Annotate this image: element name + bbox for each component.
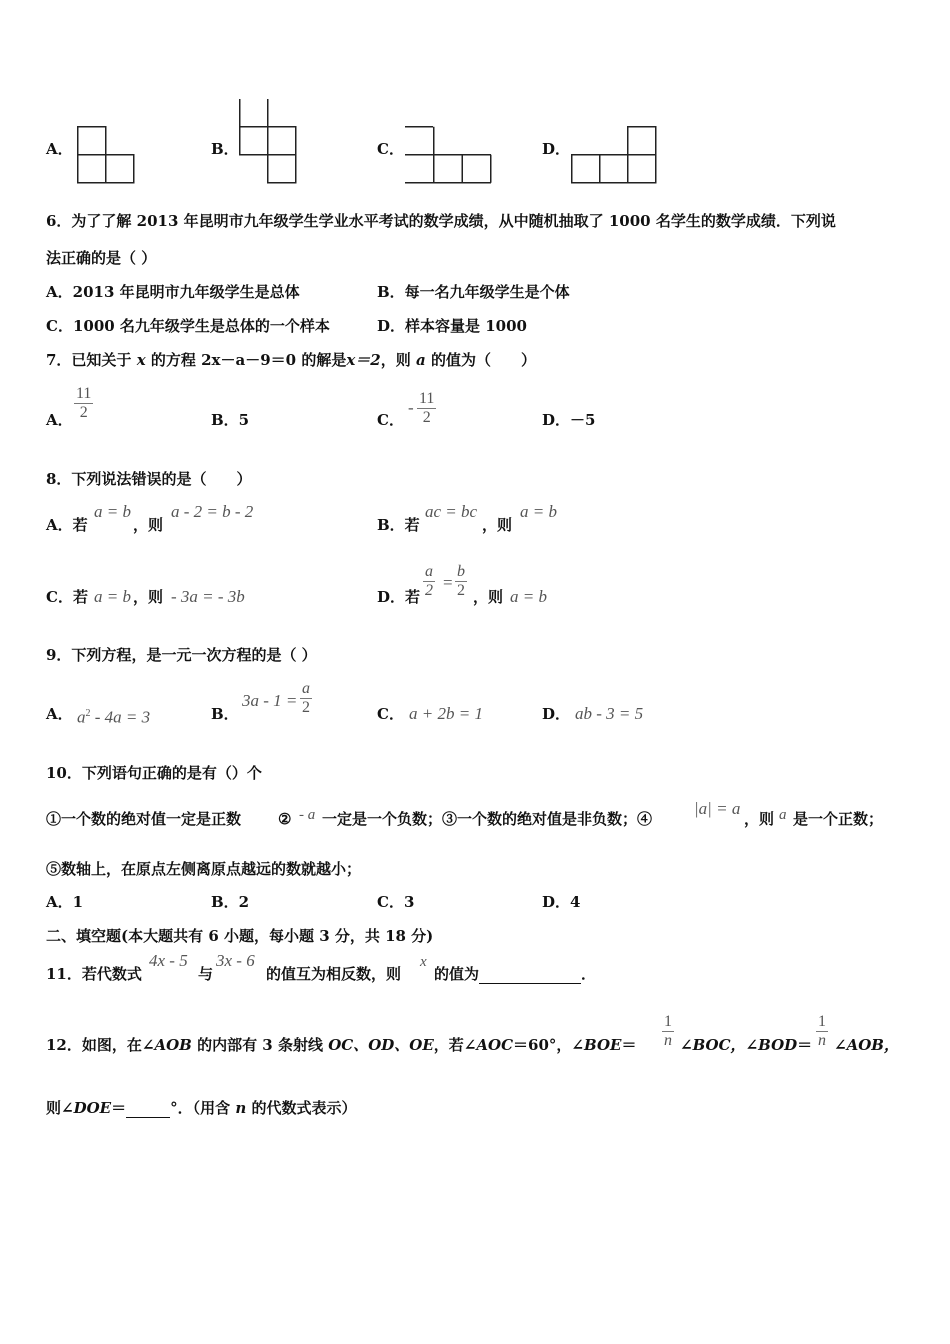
q7-solution: x＝2 [346, 351, 381, 369]
q7-var-x: x [136, 351, 146, 369]
q7-var-a: a [416, 351, 426, 369]
q9-option-c-label: C． [377, 705, 404, 723]
q10-statement-4-math: |a| = a [694, 799, 741, 818]
q5-option-b-label: B． [211, 140, 239, 158]
q9-option-c-math: a + 2b = 1 [409, 704, 483, 723]
q12-line2-end: 的代数式表示） [251, 1099, 357, 1117]
q11-answer-blank[interactable] [479, 965, 581, 984]
q8-d-numerator-a: a [425, 563, 433, 580]
t-shape-figure [239, 99, 297, 185]
q12-line1-b [680, 1035, 812, 1055]
q7-option-c-sign: - [408, 398, 414, 417]
q8-option-d-result: a = b [510, 587, 547, 606]
q10-statement-2-math: - a [299, 807, 316, 823]
q9-option-a-label: A． [46, 705, 73, 723]
q7-stem-mid: 的方程 [150, 351, 196, 369]
q6-stem-line1: 6．为了了解 2013 年昆明市九年级学生学业水平考试的数学成绩，从中随机抽取了 1000 名学生的数学成绩．下列说 [46, 212, 836, 230]
q7-stem [46, 350, 536, 370]
q9-a-base: a [77, 707, 86, 727]
q9-a-rest: - 4a = 3 [94, 707, 151, 727]
q8-d-denominator-b: 2 [457, 582, 465, 599]
q12-bod-eq: ＝ [797, 1036, 813, 1054]
q12-line2-pre: 则∠ [46, 1099, 74, 1117]
q12-boe: BOE [583, 1036, 622, 1054]
q7-c-denominator: 2 [422, 409, 431, 426]
q9-option-a-math [77, 704, 150, 728]
q12-line1-mid: 的内部有 3 条射线 [197, 1036, 323, 1054]
q8-option-a-label: A．若 [46, 516, 88, 534]
q11-post-text: 的值为 [434, 965, 480, 983]
q6-option-b: B．每一名九年级学生是个体 [377, 283, 570, 301]
q12-aob: AOB [154, 1036, 192, 1054]
q10-statement-4-var: a [779, 807, 787, 823]
q9-b-denominator: 2 [302, 699, 310, 716]
q12-n: n [235, 1099, 247, 1117]
q9-option-d-label: D． [542, 705, 571, 723]
row-up-figure [571, 126, 659, 184]
q12-fraction-1 [662, 1013, 674, 1050]
q9-option-b-fraction [300, 680, 312, 717]
q7-option-b: B．5 [211, 411, 250, 429]
q9-option-b-label: B． [211, 705, 239, 723]
q7-stem-prefix: 7．已知关于 [46, 351, 132, 369]
q10-option-c: C．3 [377, 893, 415, 911]
l-shape-figure [77, 126, 135, 184]
q10-option-d: D．4 [542, 893, 581, 911]
q7-stem-mid2: 的解是 [301, 351, 347, 369]
q11-var-x: x [420, 954, 427, 970]
q6-option-a: A．2013 年昆明市九年级学生是总体 [46, 283, 300, 301]
q9-option-b-math: 3a - 1 = [242, 691, 298, 710]
q8-option-c-result: - 3a = - 3b [171, 587, 245, 606]
q5-option-a-label: A． [46, 140, 73, 158]
q10-statement-2-prefix: ② [278, 810, 292, 828]
q11-expression-1: 4x - 5 [149, 951, 188, 970]
q8-stem: 8．下列说法错误的是（ ） [46, 470, 252, 488]
q7-a-numerator: 11 [76, 385, 92, 402]
q8-option-d-then: ，则 [473, 588, 504, 606]
q12-line2 [46, 1098, 357, 1118]
q12-line1-mid2: ，若∠ [433, 1036, 477, 1054]
q6-option-d: D．样本容量是 1000 [377, 317, 527, 335]
q8-option-b-condition: ac = bc [425, 502, 478, 521]
q8-option-b-then: ，则 [482, 516, 513, 534]
q8-d-denominator-a: 2 [425, 582, 433, 599]
q11-post [434, 964, 596, 984]
q6-option-c: C．1000 名九年级学生是总体的一个样本 [46, 317, 330, 335]
q10-option-b: B．2 [211, 893, 250, 911]
q8-option-a-result: a - 2 = b - 2 [171, 502, 254, 521]
q8-option-c-label: C．若 [46, 588, 88, 606]
section-heading: 二、填空题(本大题共有 6 小题，每小题 3 分，共 18 分) [46, 927, 434, 945]
q12-line1-pre: 12．如图，在∠ [46, 1036, 155, 1054]
q10-statement-4-post: 是一个正数； [793, 810, 884, 828]
q12-rays: OC、OD、OE [328, 1036, 434, 1054]
q8-option-a-then: ，则 [133, 516, 164, 534]
q7-option-c-label: C． [377, 411, 404, 429]
q7-option-a-label: A． [46, 411, 73, 429]
q8-option-d-fraction-a [423, 563, 435, 600]
q5-option-c-label: C． [377, 140, 404, 158]
q5-option-d-label: D． [542, 140, 571, 158]
q7-stem-suffix: 的值为（ ） [430, 351, 536, 369]
q9-option-d-math: ab - 3 = 5 [575, 704, 644, 723]
row-figure [405, 126, 493, 184]
q12-line2-mid: ＝ [111, 1099, 127, 1117]
q11-mid: 与 [198, 965, 214, 983]
q11-end: ． [581, 965, 597, 983]
q7-c-numerator: 11 [419, 390, 435, 407]
q10-statement-5: ⑤数轴上，在原点左侧离原点越远的数就越小； [46, 860, 362, 878]
q12-line2-post: °．（用含 [170, 1099, 231, 1117]
q8-option-d-equals: = [443, 573, 453, 592]
q8-option-d-label: D．若 [377, 588, 421, 606]
q12-fraction-2-num: 1 [818, 1013, 826, 1030]
q9-stem: 9．下列方程，是一元一次方程的是（ ） [46, 646, 317, 664]
q10-statement-4-mid: ，则 [744, 810, 775, 828]
q8-option-a-condition: a = b [94, 502, 131, 521]
q8-d-numerator-b: b [457, 563, 465, 580]
q12-fraction-1-den: n [664, 1032, 672, 1049]
q7-option-a-fraction [74, 385, 93, 422]
q8-option-b-label: B．若 [377, 516, 420, 534]
q9-a-exponent: 2 [85, 708, 91, 719]
q8-option-b-result: a = b [520, 502, 557, 521]
q10-stem: 10．下列语句正确的是有（）个 [46, 764, 262, 782]
q7-option-d: D．－5 [542, 411, 596, 429]
q6-stem-line2: 法正确的是（ ） [46, 249, 157, 267]
q12-boc-label: ∠BOC，∠ [680, 1036, 759, 1054]
q7-stem-mid3: ，则 [380, 351, 411, 369]
q12-boe-eq: ＝ [621, 1036, 637, 1054]
q12-aoc: AOC [476, 1036, 514, 1054]
q12-answer-blank[interactable] [126, 1099, 170, 1118]
q7-a-denominator: 2 [79, 404, 88, 421]
q8-option-c-condition: a = b [94, 587, 131, 606]
q12-bod: BOD [758, 1036, 798, 1054]
q12-fraction-2-den: n [818, 1032, 826, 1049]
q11-expression-2: 3x - 6 [216, 951, 255, 970]
q12-fraction-1-num: 1 [664, 1013, 672, 1030]
q7-option-c-fraction [417, 390, 436, 427]
q11-prefix: 11．若代数式 [46, 965, 142, 983]
q8-option-d-fraction-b [455, 563, 467, 600]
q12-line1 [46, 1035, 636, 1055]
q11-mid2: 的值互为相反数，则 [266, 965, 402, 983]
q10-statement-1: ①一个数的绝对值一定是正数 [46, 810, 242, 828]
q12-line1-mid3: ＝60°，∠ [513, 1036, 584, 1054]
q12-aob-end: ∠AOB， [834, 1036, 899, 1054]
q10-statement-2-3: 一定是一个负数；③一个数的绝对值是非负数；④ [322, 810, 653, 828]
q10-option-a: A．1 [46, 893, 84, 911]
q7-equation: 2x－a－9＝0 [201, 351, 297, 369]
q8-option-c-then: ，则 [133, 588, 164, 606]
q12-doe: DOE [73, 1099, 112, 1117]
q9-b-numerator: a [302, 680, 310, 697]
q12-fraction-2 [816, 1013, 828, 1050]
